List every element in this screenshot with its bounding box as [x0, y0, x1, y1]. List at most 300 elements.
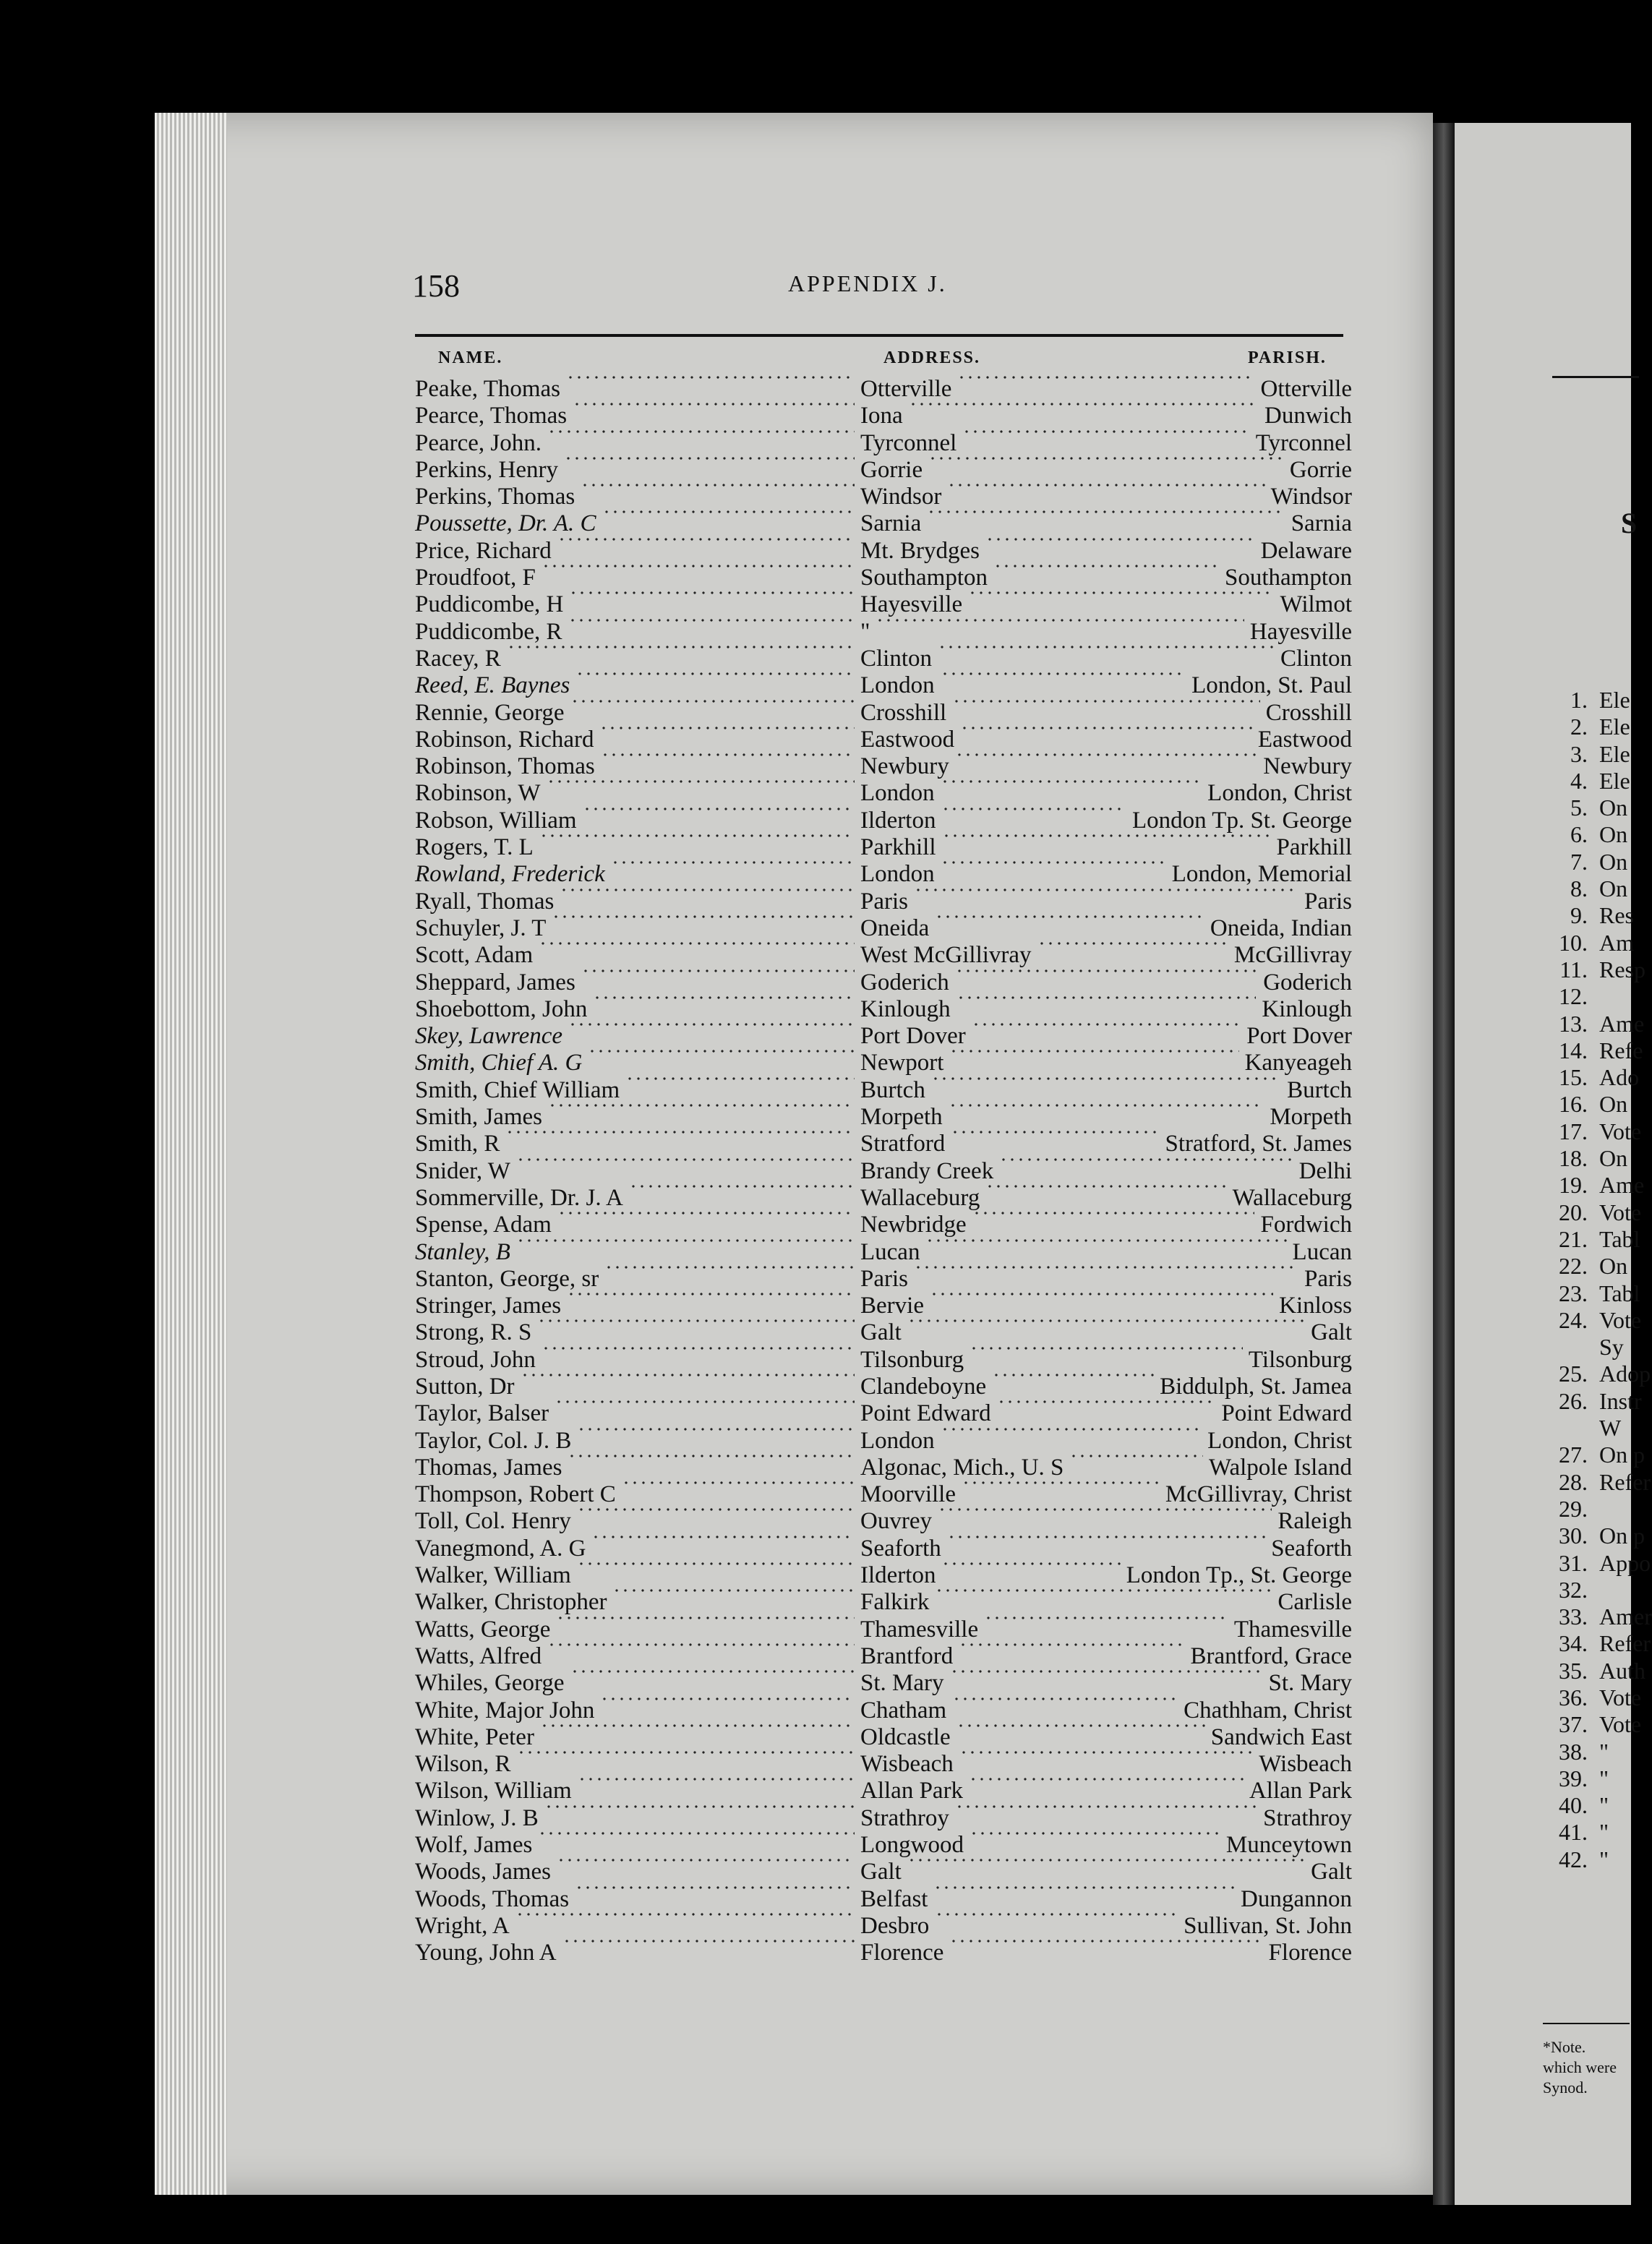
item-text: On: [1599, 875, 1628, 902]
member-parish: Tyrconnel: [1255, 429, 1352, 456]
item-number: 24.: [1559, 1306, 1588, 1333]
item-text: Sy: [1599, 1334, 1624, 1361]
member-name: Wolf, James: [415, 1832, 533, 1859]
dot-leader: [935, 1913, 1178, 1916]
page-edges: [155, 113, 227, 2195]
member-name: Thomas, James: [415, 1454, 562, 1481]
item-number: 19.: [1559, 1172, 1588, 1199]
dot-leader: [612, 1589, 855, 1592]
item-text: On: [1599, 795, 1628, 821]
table-row: [415, 1158, 1352, 1185]
item-number: 38.: [1559, 1738, 1588, 1765]
table-row: [415, 1913, 1352, 1940]
member-name: Robinson, Thomas: [415, 753, 595, 780]
table-row: [415, 1104, 1352, 1131]
member-address: Stratford: [860, 1131, 946, 1157]
member-name: Pearce, Thomas: [415, 403, 568, 429]
member-name: Strong, R. S: [415, 1319, 532, 1346]
member-address: Morpeth: [860, 1104, 943, 1131]
table-row: [415, 1536, 1352, 1562]
dot-leader: [611, 861, 855, 864]
dot-leader: [578, 1778, 855, 1781]
item-text: Ame: [1599, 1172, 1645, 1199]
table-row: [415, 1697, 1352, 1724]
dot-leader: [985, 1185, 1227, 1188]
table-row: [415, 1023, 1352, 1050]
dot-leader: [515, 1913, 855, 1916]
member-name: Taylor, Col. J. B: [415, 1427, 572, 1454]
dot-leader: [941, 861, 1166, 864]
member-name: Taylor, Balser: [415, 1400, 549, 1427]
dot-leader: [962, 1481, 1160, 1484]
item-number: 27.: [1559, 1442, 1588, 1468]
table-row: [415, 1428, 1352, 1455]
member-parish: London, St. Paul: [1191, 672, 1352, 699]
column-header-name: NAME.: [438, 348, 503, 367]
item-text: Ele: [1599, 767, 1630, 794]
dot-leader: [581, 969, 855, 972]
item-number: 9.: [1570, 902, 1588, 929]
dot-leader: [600, 1697, 855, 1700]
item-number: 41.: [1559, 1819, 1588, 1846]
item-text: ": [1599, 1846, 1609, 1872]
column-header-parish: PARISH.: [1248, 348, 1327, 367]
item-number: 31.: [1559, 1549, 1588, 1576]
item-number: 33.: [1559, 1603, 1588, 1630]
member-name: Wright, A: [415, 1912, 510, 1939]
member-name: Stringer, James: [415, 1293, 562, 1319]
dot-leader: [947, 484, 1265, 487]
dot-leader: [602, 510, 855, 513]
table-row: [415, 861, 1352, 888]
member-address: Seaforth: [860, 1535, 941, 1562]
member-address: Algonac, Mich., U. S: [860, 1454, 1064, 1481]
member-parish: Galt: [1311, 1319, 1352, 1346]
member-name: Ryall, Thomas: [415, 888, 555, 915]
dot-leader: [569, 591, 855, 594]
table-row: [415, 1886, 1352, 1913]
dot-leader: [928, 457, 1284, 460]
item-text: ": [1599, 1792, 1609, 1819]
member-address: Oldcastle: [860, 1723, 951, 1750]
item-number: 8.: [1570, 875, 1588, 902]
table-row: [415, 430, 1352, 457]
dot-leader: [985, 538, 1255, 541]
item-text: Vote: [1599, 1711, 1642, 1738]
member-address: Burtch: [860, 1076, 925, 1103]
member-name: Robinson, W: [415, 780, 541, 807]
table-row: [415, 700, 1352, 727]
member-parish: Fordwich: [1260, 1212, 1352, 1238]
dot-leader: [970, 1832, 1220, 1835]
dot-leader: [622, 1481, 855, 1484]
item-text: Ado: [1599, 1064, 1640, 1091]
dot-leader: [577, 1508, 855, 1511]
table-row: [415, 996, 1352, 1023]
item-text: ": [1599, 1738, 1609, 1765]
member-address: Iona: [860, 403, 903, 429]
member-address: Tilsonburg: [860, 1346, 964, 1373]
member-parish: Hayesville: [1249, 618, 1352, 645]
item-text: Vote: [1599, 1199, 1642, 1225]
item-number: 5.: [1570, 795, 1588, 821]
member-parish: Newbury: [1263, 753, 1352, 780]
dot-leader: [941, 1562, 1121, 1565]
item-number: 35.: [1559, 1657, 1588, 1684]
table-row: [415, 1131, 1352, 1157]
member-parish: London, Christ: [1207, 780, 1352, 807]
right-page: [1455, 123, 1652, 2205]
item-text: On: [1599, 848, 1628, 875]
dot-leader: [999, 1158, 1293, 1161]
member-parish: Strathroy: [1263, 1804, 1352, 1831]
member-address: Eastwood: [860, 726, 955, 753]
item-text: Adop: [1599, 1361, 1651, 1387]
right-footnote: [1543, 2037, 1617, 2098]
member-address: Falkirk: [860, 1589, 930, 1616]
item-text: Tabl: [1599, 1280, 1640, 1306]
item-text: Ele: [1599, 740, 1630, 767]
dot-leader: [505, 1131, 855, 1134]
table-row: [415, 1293, 1352, 1319]
table-row: [415, 888, 1352, 915]
member-address: ": [860, 618, 870, 645]
dot-leader: [588, 1050, 855, 1053]
dot-leader: [956, 996, 1256, 999]
member-name: Toll, Col. Henry: [415, 1508, 571, 1535]
item-number: 22.: [1559, 1253, 1588, 1280]
member-address: Belfast: [860, 1885, 928, 1912]
table-row: [415, 565, 1352, 591]
member-name: Smith, Chief William: [415, 1076, 620, 1103]
dot-leader: [959, 1751, 1253, 1754]
item-number: 20.: [1559, 1199, 1588, 1225]
member-name: Puddicombe, R: [415, 618, 562, 645]
member-address: London: [860, 780, 935, 807]
dot-leader: [941, 1428, 1202, 1431]
dot-leader: [516, 1158, 855, 1161]
member-name: Spense, Adam: [415, 1212, 552, 1238]
table-row: [415, 1724, 1352, 1751]
item-number: 7.: [1570, 848, 1588, 875]
item-number: 25.: [1559, 1361, 1588, 1387]
member-parish: Wisbeach: [1259, 1751, 1352, 1778]
member-address: Brandy Creek: [860, 1157, 994, 1184]
member-name: Racey, R: [415, 645, 501, 672]
member-address: London: [860, 861, 935, 888]
table-row: [415, 457, 1352, 484]
member-parish: Wilmot: [1280, 591, 1352, 618]
member-name: Stanley, B: [415, 1238, 510, 1265]
table-row: [415, 1050, 1352, 1076]
member-parish: Port Dover: [1246, 1023, 1352, 1050]
member-address: London: [860, 1427, 935, 1454]
dot-leader: [952, 1697, 1178, 1700]
member-name: Skey, Lawrence: [415, 1023, 563, 1050]
table-row: [415, 969, 1352, 996]
dot-leader: [547, 430, 855, 433]
member-parish: London Tp., St. George: [1126, 1562, 1352, 1589]
item-number: 16.: [1559, 1091, 1588, 1118]
dot-leader: [952, 700, 1260, 703]
table-row: [415, 619, 1352, 646]
dot-leader: [577, 1428, 855, 1431]
member-address: Florence: [860, 1940, 944, 1966]
item-number: 30.: [1559, 1523, 1588, 1549]
dot-leader: [581, 484, 855, 487]
member-address: Bervie: [860, 1293, 924, 1319]
member-parish: Stratford, St. James: [1165, 1131, 1352, 1157]
member-address: Mt. Brydges: [860, 537, 980, 564]
member-address: Crosshill: [860, 699, 947, 726]
member-name: Smith, R: [415, 1131, 500, 1157]
member-name: Poussette, Dr. A. C: [415, 510, 596, 537]
member-parish: Kanyeageh: [1244, 1050, 1352, 1076]
dot-leader: [539, 834, 855, 837]
item-number: 15.: [1559, 1064, 1588, 1091]
member-parish: Windsor: [1270, 484, 1352, 510]
table-row: [415, 591, 1352, 618]
member-name: Snider, W: [415, 1157, 510, 1184]
item-text: Instr: [1599, 1387, 1642, 1414]
dot-leader: [537, 1319, 855, 1322]
dot-leader: [591, 1536, 855, 1538]
dot-leader: [521, 1374, 855, 1376]
member-parish: London Tp. St. George: [1131, 807, 1352, 834]
member-address: Otterville: [860, 376, 952, 402]
member-parish: St. Mary: [1268, 1670, 1352, 1697]
item-number: 13.: [1559, 1010, 1588, 1037]
item-text: Amer: [1599, 1603, 1652, 1630]
item-text: Vote: [1599, 1118, 1642, 1144]
member-address: Desbro: [860, 1912, 930, 1939]
member-address: Chatham: [860, 1697, 947, 1723]
member-name: Watts, George: [415, 1616, 551, 1643]
member-name: Woods, James: [415, 1859, 551, 1885]
member-name: Watts, Alfred: [415, 1643, 542, 1669]
dot-leader: [560, 888, 855, 891]
member-address: Paris: [860, 888, 908, 915]
member-parish: Parkhill: [1276, 834, 1352, 861]
dot-leader: [955, 969, 1257, 972]
member-address: Lucan: [860, 1238, 920, 1265]
dot-leader: [951, 1131, 1160, 1134]
member-address: Clandeboyne: [860, 1373, 987, 1400]
dot-leader: [583, 808, 855, 810]
footnote-line: Synod.: [1543, 2078, 1588, 2097]
member-address: Strathroy: [860, 1804, 949, 1831]
table-row: [415, 403, 1352, 429]
member-name: Pearce, John.: [415, 429, 542, 456]
item-text: Tabl: [1599, 1225, 1640, 1252]
member-parish: Oneida, Indian: [1210, 915, 1352, 941]
table-row: [415, 1185, 1352, 1212]
dot-leader: [925, 1239, 1287, 1242]
dot-leader: [984, 1616, 1228, 1619]
table-row: [415, 1266, 1352, 1293]
item-text: Res: [1599, 902, 1634, 929]
member-parish: London, Memorial: [1171, 861, 1352, 888]
member-name: Vanegmond, A. G: [415, 1535, 586, 1562]
member-parish: Burtch: [1287, 1076, 1352, 1103]
member-address: Newbury: [860, 753, 949, 780]
dot-leader: [625, 1077, 855, 1080]
item-text: ": [1599, 1765, 1609, 1791]
table-row: [415, 1319, 1352, 1346]
book-binding: [1433, 123, 1455, 2205]
member-address: Galt: [860, 1859, 902, 1885]
member-address: Clinton: [860, 645, 933, 672]
member-name: Rogers, T. L: [415, 834, 534, 861]
item-number: 28.: [1559, 1468, 1588, 1495]
member-parish: Galt: [1311, 1859, 1352, 1885]
table-row: [415, 672, 1352, 699]
member-parish: Seaforth: [1271, 1535, 1352, 1562]
item-text: Appo: [1599, 1549, 1651, 1576]
table-row: [415, 1778, 1352, 1804]
dot-leader: [517, 1751, 855, 1754]
member-name: Winlow, J. B: [415, 1804, 539, 1831]
member-parish: Point Edward: [1221, 1400, 1352, 1427]
dot-leader: [547, 1643, 855, 1646]
table-row: [415, 1508, 1352, 1535]
item-number: 42.: [1559, 1846, 1588, 1872]
table-row: [415, 1077, 1352, 1104]
member-parish: Sarnia: [1291, 510, 1352, 537]
member-parish: Kinloss: [1279, 1293, 1352, 1319]
dot-leader: [542, 1347, 855, 1350]
dot-leader: [956, 1724, 1205, 1727]
member-address: Newport: [860, 1050, 944, 1076]
table-row: [415, 510, 1352, 537]
item-number: 12.: [1559, 983, 1588, 1010]
member-parish: Dungannon: [1241, 1885, 1352, 1912]
member-parish: Sullivan, St. John: [1184, 1912, 1352, 1939]
dot-leader: [629, 1185, 855, 1188]
table-row: [415, 1347, 1352, 1374]
member-parish: Eastwood: [1257, 726, 1352, 753]
table-row: [415, 1481, 1352, 1508]
member-address: Hayesville: [860, 591, 963, 618]
dot-leader: [557, 1859, 855, 1862]
member-name: White, Peter: [415, 1723, 534, 1750]
dot-leader: [555, 1400, 855, 1403]
dot-leader: [914, 1266, 1298, 1269]
member-address: Ilderton: [860, 807, 936, 834]
member-name: Perkins, Henry: [415, 456, 558, 483]
item-text: Resp: [1599, 956, 1645, 982]
dot-leader: [507, 646, 855, 648]
member-address: Galt: [860, 1319, 902, 1346]
table-row: [415, 808, 1352, 834]
table-row: [415, 1940, 1352, 1966]
dot-leader: [577, 1562, 855, 1565]
member-address: Thamesville: [860, 1616, 979, 1643]
item-text: Refer: [1599, 1630, 1651, 1657]
item-text: Refer: [1599, 1468, 1651, 1495]
item-number: 10.: [1559, 929, 1588, 956]
member-name: Sommerville, Dr. J. A: [415, 1184, 623, 1211]
member-name: Walker, William: [415, 1562, 571, 1589]
member-address: Ouvrey: [860, 1508, 932, 1535]
item-text: Am: [1599, 929, 1634, 956]
member-name: Rennie, George: [415, 699, 565, 726]
item-number: 11.: [1559, 956, 1588, 982]
dot-leader: [562, 1940, 855, 1943]
dot-leader: [949, 1050, 1239, 1053]
dot-leader: [557, 538, 855, 541]
member-parish: Southampton: [1224, 565, 1352, 591]
dot-leader: [516, 1239, 855, 1242]
dot-leader: [914, 888, 1298, 891]
member-parish: Wallaceburg: [1232, 1184, 1352, 1211]
member-name: Smith, Chief A. G: [415, 1050, 583, 1076]
member-address: Oneida: [860, 915, 930, 941]
member-address: Wisbeach: [860, 1751, 954, 1778]
member-address: Kinlough: [860, 995, 951, 1022]
dot-leader: [935, 1589, 1272, 1592]
dot-leader: [949, 1104, 1264, 1107]
member-address: Moorville: [860, 1481, 956, 1508]
member-parish: Chathham, Christ: [1184, 1697, 1352, 1723]
table-row: [415, 376, 1352, 403]
member-parish: Goderich: [1263, 969, 1352, 995]
member-name: Woods, Thomas: [415, 1885, 570, 1912]
member-name: Sheppard, James: [415, 969, 575, 995]
member-parish: Thamesville: [1233, 1616, 1352, 1643]
item-number: 36.: [1559, 1684, 1588, 1710]
dot-leader: [942, 834, 1270, 837]
item-number: 1.: [1570, 687, 1588, 713]
member-parish: Brantford, Grace: [1190, 1643, 1352, 1669]
member-parish: Allan Park: [1249, 1778, 1352, 1804]
dot-leader: [575, 1886, 855, 1889]
member-name: Robinson, Richard: [415, 726, 594, 753]
right-heading-fragment: S: [1621, 507, 1638, 539]
item-number: 32.: [1559, 1576, 1588, 1603]
table-row: [415, 1455, 1352, 1481]
dot-leader: [938, 1508, 1272, 1511]
dot-leader: [949, 1940, 1263, 1943]
item-number: 14.: [1559, 1037, 1588, 1063]
member-name: Reed, E. Baynes: [415, 672, 570, 699]
dot-leader: [960, 727, 1252, 729]
dot-leader: [935, 915, 1204, 918]
item-number: 21.: [1559, 1225, 1588, 1252]
member-address: Brantford: [860, 1643, 954, 1669]
member-address: Point Edward: [860, 1400, 991, 1427]
item-text: W: [1599, 1415, 1622, 1442]
dot-leader: [938, 646, 1275, 648]
member-address: Windsor: [860, 484, 942, 510]
member-address: Allan Park: [860, 1778, 964, 1804]
dot-leader: [972, 1023, 1241, 1026]
dot-leader: [962, 430, 1250, 433]
dot-leader: [568, 1455, 855, 1457]
member-name: Sutton, Dr: [415, 1373, 515, 1400]
dot-leader: [907, 1859, 1305, 1862]
member-parish: McGillivray: [1233, 942, 1352, 969]
dot-leader: [544, 1805, 855, 1808]
item-text: On: [1599, 1091, 1628, 1118]
dot-leader: [539, 942, 855, 945]
dot-leader: [552, 915, 855, 918]
member-parish: Paris: [1304, 888, 1352, 915]
item-number: 23.: [1559, 1280, 1588, 1306]
member-name: Smith, James: [415, 1104, 543, 1131]
table-row: [415, 942, 1352, 969]
dot-leader: [573, 403, 855, 406]
